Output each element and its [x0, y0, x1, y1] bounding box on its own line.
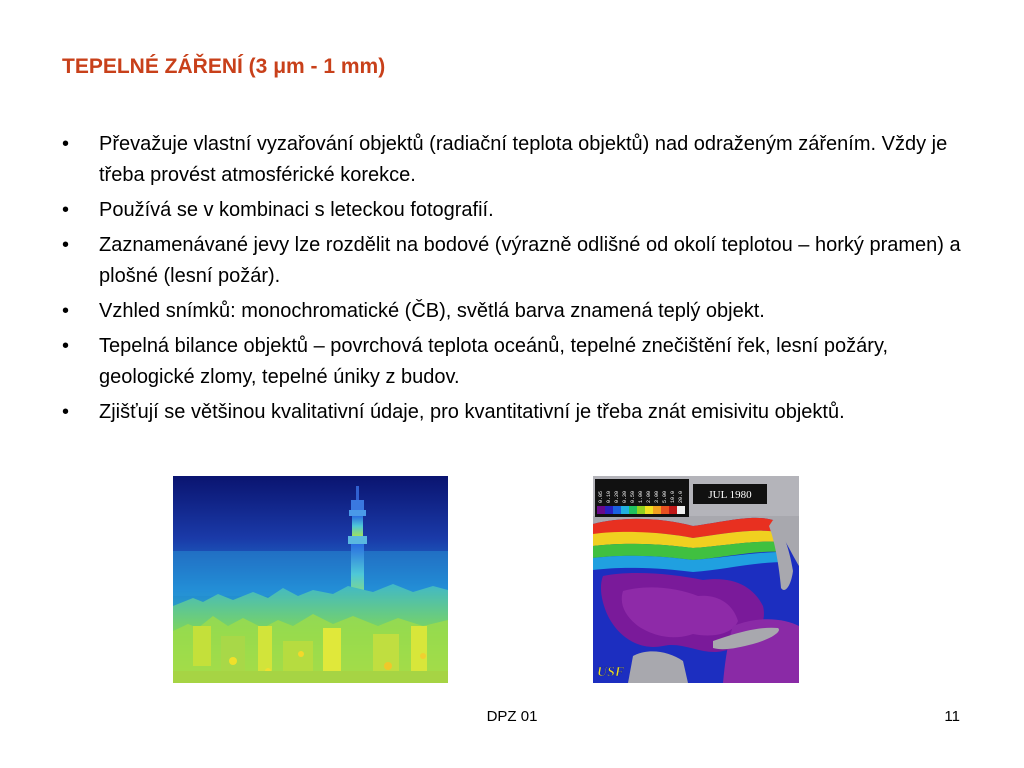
map-date-label: JUL 1980 [708, 489, 752, 501]
footer-title: DPZ 01 [486, 708, 538, 725]
scale-label: 5.00 [662, 490, 668, 503]
bullet-dot: • [62, 335, 70, 357]
bullet-item [62, 397, 972, 428]
scale-label: 0.30 [622, 490, 628, 503]
sea-surface-map-image [593, 476, 799, 683]
bullet-text: Zaznamenávané jevy lze rozdělit na bodové (výrazně odlišné od okolí teplotou – horký pramen) a plošné (lesní požár). [99, 234, 961, 287]
bullet-text: Převažuje vlastní vyzařování objektů (radiační teplota objektů) nad odraženým zářením. Vždy je třeba provést atmosférické korekce. [99, 133, 948, 186]
bullet-dot: • [62, 300, 70, 322]
bullet-item [62, 296, 972, 327]
bullet-item [62, 230, 972, 292]
scale-label: 3.00 [654, 490, 660, 503]
thermal-city-image [173, 476, 448, 683]
bullet-text: Vzhled snímků: monochromatické (ČB), světlá barva znamená teplý objekt. [99, 300, 765, 322]
usf-logo: USF [597, 665, 625, 680]
scale-label: 1.00 [638, 490, 644, 503]
color-scale [597, 506, 685, 514]
scale-label: 0.05 [598, 490, 604, 503]
bullet-text: Používá se v kombinaci s leteckou fotografií. [99, 199, 494, 221]
bullet-dot: • [62, 401, 70, 423]
bullet-item [62, 331, 972, 393]
bullet-list [62, 129, 972, 432]
scale-label: 20.0 [678, 490, 684, 503]
scale-label: 0.20 [614, 490, 620, 503]
bullet-item [62, 129, 972, 191]
scale-label: 2.00 [646, 490, 652, 503]
slide-title: TEPELNÉ ZÁŘENÍ (3 μm - 1 mm) [62, 55, 386, 78]
bullet-item [62, 195, 972, 226]
scale-label: 0.10 [606, 490, 612, 503]
bullet-dot: • [62, 199, 70, 221]
bullet-text: Tepelná bilance objektů – povrchová teplota oceánů, tepelné znečištění řek, lesní požáry, geologické zlomy, tepelné úniky z budov. [99, 335, 889, 388]
scale-label: 10.0 [670, 490, 676, 503]
bullet-dot: • [62, 133, 70, 155]
bullet-text: Zjišťují se většinou kvalitativní údaje, pro kvantitativní je třeba znát emisivitu objektů. [99, 401, 845, 423]
scale-label: 0.50 [630, 490, 636, 503]
bullet-dot: • [62, 234, 70, 256]
page-number: 11 [944, 708, 960, 725]
